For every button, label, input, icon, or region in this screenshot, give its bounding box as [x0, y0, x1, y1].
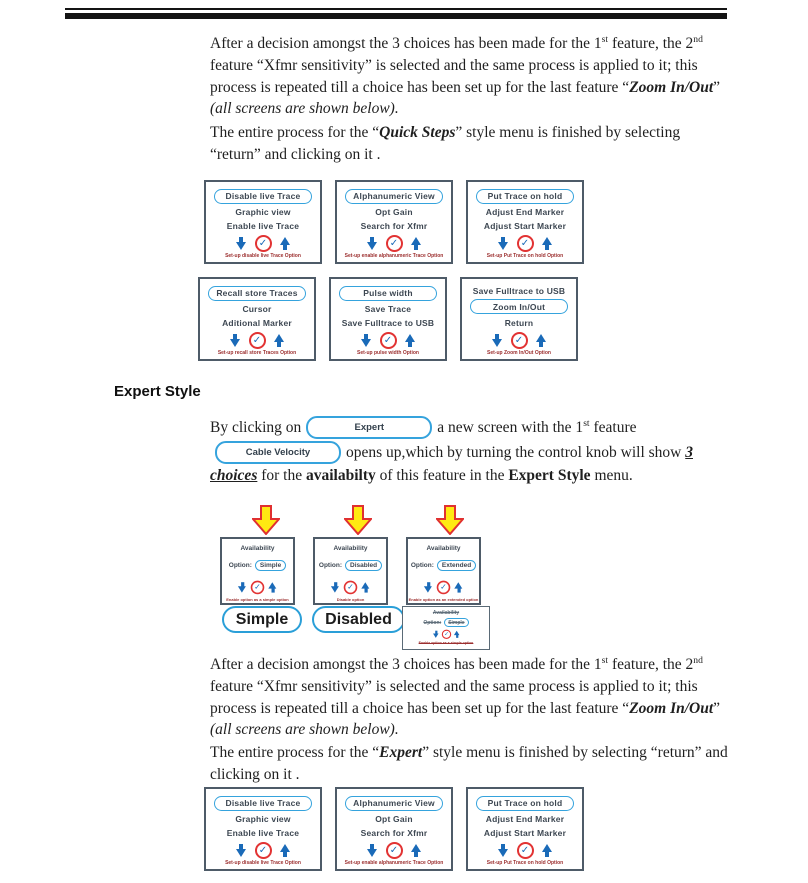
text-run: for the	[257, 467, 306, 484]
menu-selected-option-pill[interactable]: Disable live Trace	[214, 189, 312, 204]
confirm-check-icon[interactable]: ✓	[517, 235, 534, 252]
arrow-head	[238, 586, 246, 592]
confirm-check-icon[interactable]: ✓	[386, 235, 403, 252]
text-run: By clicking on	[210, 418, 302, 436]
text-run: ”	[713, 699, 721, 717]
scroll-down-arrow-icon[interactable]	[424, 582, 433, 592]
text-run: of this feature in the	[375, 467, 509, 484]
text-run: feature “Xfmr sensitivity” is selected and the same process is applied to it; this process is repeated till a choice has been set up for the last feature “	[210, 677, 698, 717]
expert-paragraph-line-3	[210, 467, 734, 485]
option-label: Option:	[423, 619, 442, 626]
menu-selected-option-pill[interactable]: Alphanumeric View	[345, 189, 443, 204]
arrow-head	[411, 237, 421, 245]
scroll-up-arrow-icon[interactable]	[536, 334, 547, 347]
text-run: After a decision amongst the 3 choices has been made for the 1	[210, 35, 602, 52]
panel-items	[339, 185, 449, 234]
panel-controls	[236, 235, 291, 251]
panel-caption: Set-up enable alphanumeric Trace Option	[344, 860, 444, 866]
expert-screens-row	[204, 787, 584, 871]
menu-selected-option-pill[interactable]: Pulse width	[339, 286, 437, 301]
menu-option-label[interactable]: Opt Gain	[375, 207, 413, 217]
panel-caption: Set-up pulse width Option	[357, 350, 419, 356]
yellow-down-arrow-icon	[252, 505, 280, 535]
arrow-head	[424, 586, 432, 592]
confirm-check-icon[interactable]: ✓	[255, 842, 272, 859]
panel-caption: Enable option as a simple option	[226, 597, 289, 602]
menu-screen-panel	[460, 277, 578, 361]
text-run-group	[346, 444, 693, 462]
paragraph-expert-finish	[210, 742, 734, 786]
quick-steps-screens-row-2	[198, 277, 578, 361]
arrow-head	[274, 334, 284, 342]
panel-caption: Set-up Zoom In/Out Option	[487, 350, 551, 356]
arrow-head	[405, 334, 415, 342]
scroll-up-arrow-icon[interactable]	[542, 237, 553, 250]
menu-option-label[interactable]: Adjust Start Marker	[483, 220, 567, 231]
scroll-up-arrow-icon[interactable]	[405, 334, 416, 347]
panel-controls	[367, 842, 422, 858]
option-value-pill[interactable]: Simple	[444, 618, 468, 627]
availability-panel-simple	[220, 537, 295, 605]
option-value-pill[interactable]: Disabled	[345, 560, 382, 571]
panel-controls	[492, 332, 547, 348]
text-run: st	[601, 654, 609, 666]
availability-panel-disabled	[313, 537, 388, 605]
arrow-head	[236, 242, 246, 250]
menu-screen-panel	[329, 277, 447, 361]
text-run: feature “Xfmr sensitivity” is selected and the same process is applied to it; this process is repeated till a choice has been set up for the last feature “	[210, 56, 698, 96]
text-run: nd	[693, 654, 703, 666]
availability-title: Availability	[426, 545, 461, 552]
scroll-down-arrow-icon[interactable]	[230, 334, 241, 347]
top-divider	[65, 8, 727, 19]
text-run: feature	[589, 418, 637, 436]
text-run: menu.	[590, 467, 633, 484]
arrow-head	[542, 844, 552, 852]
panel-items	[464, 282, 574, 331]
panel-items	[339, 792, 449, 841]
arrow-head	[367, 849, 377, 857]
arrow-head	[361, 339, 371, 347]
text-run: Expert	[379, 744, 423, 761]
scroll-down-arrow-icon[interactable]	[492, 334, 503, 347]
scroll-up-arrow-icon[interactable]	[280, 237, 291, 250]
scroll-down-arrow-icon[interactable]	[498, 844, 509, 857]
arrow-head	[280, 844, 290, 852]
menu-selected-option-pill[interactable]: Zoom In/Out	[470, 299, 568, 314]
option-value-pill[interactable]: Simple	[255, 560, 286, 571]
cable-velocity-button[interactable]: Cable Velocity	[215, 441, 341, 464]
availability-mini-panel-faded	[402, 606, 490, 650]
text-run: Quick Steps	[379, 124, 456, 141]
menu-option-label[interactable]: Return	[504, 317, 534, 328]
menu-option-label[interactable]: Graphic view	[235, 207, 291, 217]
text-run: Zoom In/Out	[629, 78, 714, 96]
arrow-head	[230, 339, 240, 347]
panel-caption: Enable option as an extended option	[408, 597, 479, 602]
arrow-head	[453, 630, 459, 634]
menu-option-label[interactable]: Save Trace	[364, 304, 412, 314]
panel-caption: Set-up enable alphanumeric Trace Option	[344, 253, 444, 259]
panel-controls	[424, 581, 463, 594]
menu-option-label[interactable]: Graphic view	[235, 814, 291, 824]
confirm-check-icon[interactable]: ✓	[386, 842, 403, 859]
panel-controls	[238, 581, 277, 594]
confirm-check-icon[interactable]: ✓	[344, 580, 358, 594]
menu-selected-option-pill[interactable]: Put Trace on hold	[476, 189, 574, 204]
menu-option-label[interactable]: Enable live Trace	[226, 220, 300, 231]
scroll-down-arrow-icon[interactable]	[331, 582, 340, 592]
text-run: opens up,which by turning the control knob will show	[346, 443, 686, 461]
panel-controls	[367, 235, 422, 251]
menu-option-label[interactable]: Aditional Marker	[222, 317, 292, 328]
divider-thin-rule	[65, 8, 727, 10]
expert-style-heading: Expert Style	[114, 383, 201, 400]
arrow-head	[280, 237, 290, 245]
scroll-down-arrow-icon[interactable]	[433, 630, 439, 637]
text-run: feature, the 2	[608, 35, 694, 52]
text-run: 3	[685, 443, 693, 461]
menu-screen-panel	[198, 277, 316, 361]
text-run: feature, the 2	[608, 656, 694, 673]
yellow-down-arrow-icon	[344, 505, 372, 535]
text-run: a new screen with the 1	[437, 418, 584, 436]
disabled-choice-button[interactable]: Disabled	[312, 606, 405, 633]
option-row	[411, 560, 476, 571]
availability-title: Availability	[333, 545, 368, 552]
scroll-down-arrow-icon[interactable]	[236, 237, 247, 250]
arrow-head	[454, 582, 462, 588]
quick-steps-screens-row-1	[204, 180, 584, 264]
text-run-group	[437, 419, 636, 437]
menu-screen-panel	[466, 180, 584, 264]
text-run: Expert Style	[508, 467, 591, 484]
text-run: (all screens are shown below).	[210, 100, 399, 118]
confirm-check-icon[interactable]: ✓	[255, 235, 272, 252]
panel-caption: Set-up Put Trace on hold Option	[486, 253, 564, 259]
panel-caption: Set-up disable live Trace Option	[225, 253, 301, 259]
panel-caption: Disable option	[336, 597, 365, 602]
arrow-head	[542, 237, 552, 245]
divider-thick-rule	[65, 13, 727, 19]
text-run: After a decision amongst the 3 choices has been made for the 1	[210, 656, 602, 673]
text-run: ” style menu is finished by selecting “return” and clicking on it .	[210, 124, 681, 163]
panel-controls	[433, 630, 460, 639]
confirm-check-icon[interactable]: ✓	[517, 842, 534, 859]
panel-caption: Enable option as a simple option	[418, 641, 474, 645]
availability-title: Availability	[432, 610, 460, 616]
menu-option-label[interactable]: Enable live Trace	[226, 827, 300, 838]
confirm-check-icon[interactable]: ✓	[437, 580, 451, 594]
panel-items	[333, 282, 443, 331]
yellow-down-arrow-icon	[436, 505, 464, 535]
panel-items	[202, 282, 312, 331]
scroll-down-arrow-icon[interactable]	[361, 334, 372, 347]
menu-option-label[interactable]: Adjust End Marker	[485, 207, 565, 217]
arrow-head	[361, 582, 369, 588]
menu-option-label[interactable]: Adjust Start Marker	[483, 827, 567, 838]
scroll-up-arrow-icon[interactable]	[411, 237, 422, 250]
text-run: st	[583, 417, 590, 429]
option-row	[319, 560, 382, 571]
scroll-up-arrow-icon[interactable]	[274, 334, 285, 347]
text-run: choices	[210, 467, 258, 484]
panel-controls	[236, 842, 291, 858]
text-run: st	[601, 33, 609, 45]
option-value-pill[interactable]: Extended	[437, 560, 476, 571]
scroll-down-arrow-icon[interactable]	[367, 844, 378, 857]
panel-controls	[361, 332, 416, 348]
arrow-head	[433, 633, 439, 637]
arrow-head	[236, 849, 246, 857]
panel-items	[208, 185, 318, 234]
menu-option-label[interactable]: Save Fulltrace to USB	[341, 317, 435, 328]
text-run: nd	[693, 33, 703, 45]
text-run: ”	[713, 78, 721, 96]
expert-paragraph-line-1	[210, 416, 637, 439]
scroll-up-arrow-icon[interactable]	[542, 844, 553, 857]
scroll-down-arrow-icon[interactable]	[498, 237, 509, 250]
simple-choice-button[interactable]: Simple	[222, 606, 302, 633]
scroll-up-arrow-icon[interactable]	[454, 582, 463, 592]
availability-title: Availability	[240, 545, 275, 552]
menu-selected-option-pill[interactable]: Recall store Traces	[208, 286, 306, 301]
scroll-up-arrow-icon[interactable]	[411, 844, 422, 857]
paragraph-quick-steps-decision	[210, 33, 734, 120]
text-run: (all screens are shown below).	[210, 721, 399, 739]
scroll-up-arrow-icon[interactable]	[280, 844, 291, 857]
arrow-head	[492, 339, 502, 347]
panel-caption: Set-up disable live Trace Option	[225, 860, 301, 866]
menu-option-label[interactable]: Adjust End Marker	[485, 814, 565, 824]
panel-controls	[230, 332, 285, 348]
menu-screen-panel	[335, 787, 453, 871]
menu-selected-option-pill[interactable]: Disable live Trace	[214, 796, 312, 811]
menu-option-label[interactable]: Opt Gain	[375, 814, 413, 824]
panel-controls	[498, 842, 553, 858]
scroll-down-arrow-icon[interactable]	[236, 844, 247, 857]
availability-screens-row	[220, 537, 481, 605]
option-row	[423, 618, 468, 627]
option-label: Option:	[410, 562, 434, 569]
text-run: Zoom In/Out	[629, 699, 714, 717]
panel-controls	[331, 581, 370, 594]
expert-button[interactable]: Expert	[306, 416, 432, 439]
scroll-down-arrow-icon[interactable]	[238, 582, 247, 592]
arrow-head	[268, 582, 276, 588]
option-label: Option:	[318, 562, 342, 569]
panel-items	[208, 792, 318, 841]
menu-option-label[interactable]: Cursor	[242, 304, 272, 314]
paragraph-quick-steps-finish	[210, 122, 734, 166]
confirm-check-icon[interactable]: ✓	[441, 629, 450, 638]
menu-selected-option-pill[interactable]: Alphanumeric View	[345, 796, 443, 811]
panel-caption: Set-up Put Trace on hold Option	[486, 860, 564, 866]
confirm-check-icon[interactable]: ✓	[511, 332, 528, 349]
menu-option-label[interactable]: Search for Xfmr	[360, 827, 428, 838]
confirm-check-icon[interactable]: ✓	[380, 332, 397, 349]
panel-controls	[498, 235, 553, 251]
menu-screen-panel	[335, 180, 453, 264]
arrow-head	[498, 849, 508, 857]
text-run: ” style menu is finished by selecting “return” and clicking on it .	[210, 744, 728, 783]
text-run: availabilty	[306, 467, 376, 484]
expert-paragraph-line-2	[210, 441, 693, 464]
option-label: Option:	[228, 562, 252, 569]
text-run: The entire process for the “	[210, 124, 380, 141]
arrow-head	[411, 844, 421, 852]
arrow-head	[498, 242, 508, 250]
option-row	[229, 560, 286, 571]
scroll-down-arrow-icon[interactable]	[367, 237, 378, 250]
scroll-up-arrow-icon[interactable]	[453, 630, 459, 637]
panel-caption: Set-up recall store Traces Option	[217, 350, 297, 356]
arrow-head	[367, 242, 377, 250]
text-run: The entire process for the “	[210, 744, 380, 761]
menu-option-label[interactable]: Save Fulltrace to USB	[472, 285, 566, 296]
availability-panel-extended	[406, 537, 481, 605]
menu-selected-option-pill[interactable]: Put Trace on hold	[476, 796, 574, 811]
menu-screen-panel	[466, 787, 584, 871]
menu-option-label[interactable]: Search for Xfmr	[360, 220, 428, 231]
arrow-head	[536, 334, 546, 342]
panel-items	[470, 792, 580, 841]
menu-screen-panel	[204, 180, 322, 264]
scroll-up-arrow-icon[interactable]	[268, 582, 277, 592]
panel-items	[470, 185, 580, 234]
scroll-up-arrow-icon[interactable]	[361, 582, 370, 592]
menu-screen-panel	[204, 787, 322, 871]
paragraph-expert-decision	[210, 654, 734, 741]
confirm-check-icon[interactable]: ✓	[251, 580, 265, 594]
confirm-check-icon[interactable]: ✓	[249, 332, 266, 349]
arrow-head	[331, 586, 339, 592]
